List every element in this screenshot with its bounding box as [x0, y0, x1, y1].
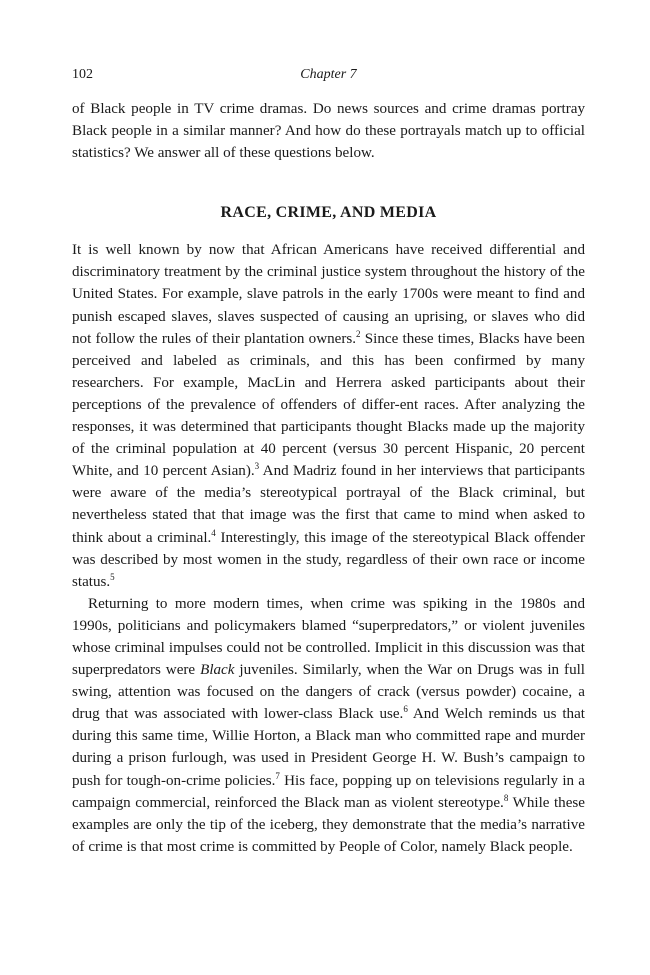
- paragraph-1-text-4: Interestingly, this image of the stereotypical Black offender was described by most women in the study, regardless of their own race or income status.: [72, 529, 585, 590]
- emphasis-black: Black: [200, 662, 235, 679]
- footnote-ref-8: 8: [503, 792, 509, 803]
- book-page: [72, 64, 585, 858]
- chapter-label: Chapter 7: [300, 67, 357, 82]
- footnote-ref-3: 3: [254, 461, 260, 472]
- paragraph-2-text-2: juveniles. Similarly, when the War on Drugs was in full swing, attention was focused on the dangers of crack (versus powder) cocaine, a drug that was associated with lower-class Black use.: [72, 662, 585, 723]
- footnote-ref-6: 6: [403, 704, 408, 715]
- paragraph-1-text-2: Since these times, Blacks have been perceived and labeled as criminals, and this has been confirmed by many researchers. For example, MacLin and Herrera asked participants about their perceptions of the prevalence of offenders of differ-ent races. After analyzing the responses, it was determined that participants thought Blacks made up the majority of the criminal population at 40 percent (versus 30 percent Hispanic, 20 percent White, and 10 percent Asian).: [72, 330, 585, 480]
- section-heading: RACE, CRIME, AND MEDIA: [220, 204, 437, 222]
- paragraph-2-text-5: While these examples are only the tip of the iceberg, they demonstrate that the media’s narrative of crime is that most crime is committed by People of Color, namely Black people.: [72, 794, 585, 855]
- footnote-ref-5: 5: [110, 571, 115, 582]
- page-number: 102: [72, 67, 93, 82]
- paragraph-2-text-4: His face, popping up on televisions regularly in a campaign commercial, reinforced the Black man as violent stereotype.: [72, 772, 586, 811]
- body-paragraph-2: [72, 593, 585, 858]
- body-paragraph-1: [72, 239, 585, 593]
- paragraph-2-text-3: And Welch reminds us that during this same time, Willie Horton, a Black man who committed rape and murder during a prison furlough, was used in President George H. W. Bush’s campaign to push for tough-on-crime policies.: [72, 706, 585, 789]
- paragraph-1-text-3: And Madriz found in her interviews that participants were aware of the media’s stereotypical portrayal of the Black criminal, but nevertheless stated that that image was the first that came to mind when asked to think about a criminal.: [72, 463, 585, 546]
- paragraph-1-text-1: It is well known by now that African Americans have received differential and discriminatory treatment by the criminal justice system throughout the history of the United States. For example, slave patrols in the early 1700s were meant to find and punish escaped slaves, slaves suspected of causing an uprising, or slaves who did not follow the rules of their plantation owners.: [72, 242, 585, 347]
- intro-paragraph: of Black people in TV crime dramas. Do news sources and crime dramas portray Black people in a similar manner? And how do these portrayals match up to official statistics? We answer all of these questions below.: [72, 101, 585, 162]
- footnote-ref-7: 7: [275, 770, 280, 781]
- footnote-ref-2: 2: [356, 328, 361, 339]
- footnote-ref-4: 4: [211, 527, 216, 538]
- running-head: [72, 64, 585, 86]
- paragraph-2-text-1: Returning to more modern times, when crime was spiking in the 1980s and 1990s, politicians and policymakers blamed “superpredators,” or violent juveniles whose criminal impulses could not be controlled. Implicit in this discussion was that superpredators were: [72, 595, 585, 679]
